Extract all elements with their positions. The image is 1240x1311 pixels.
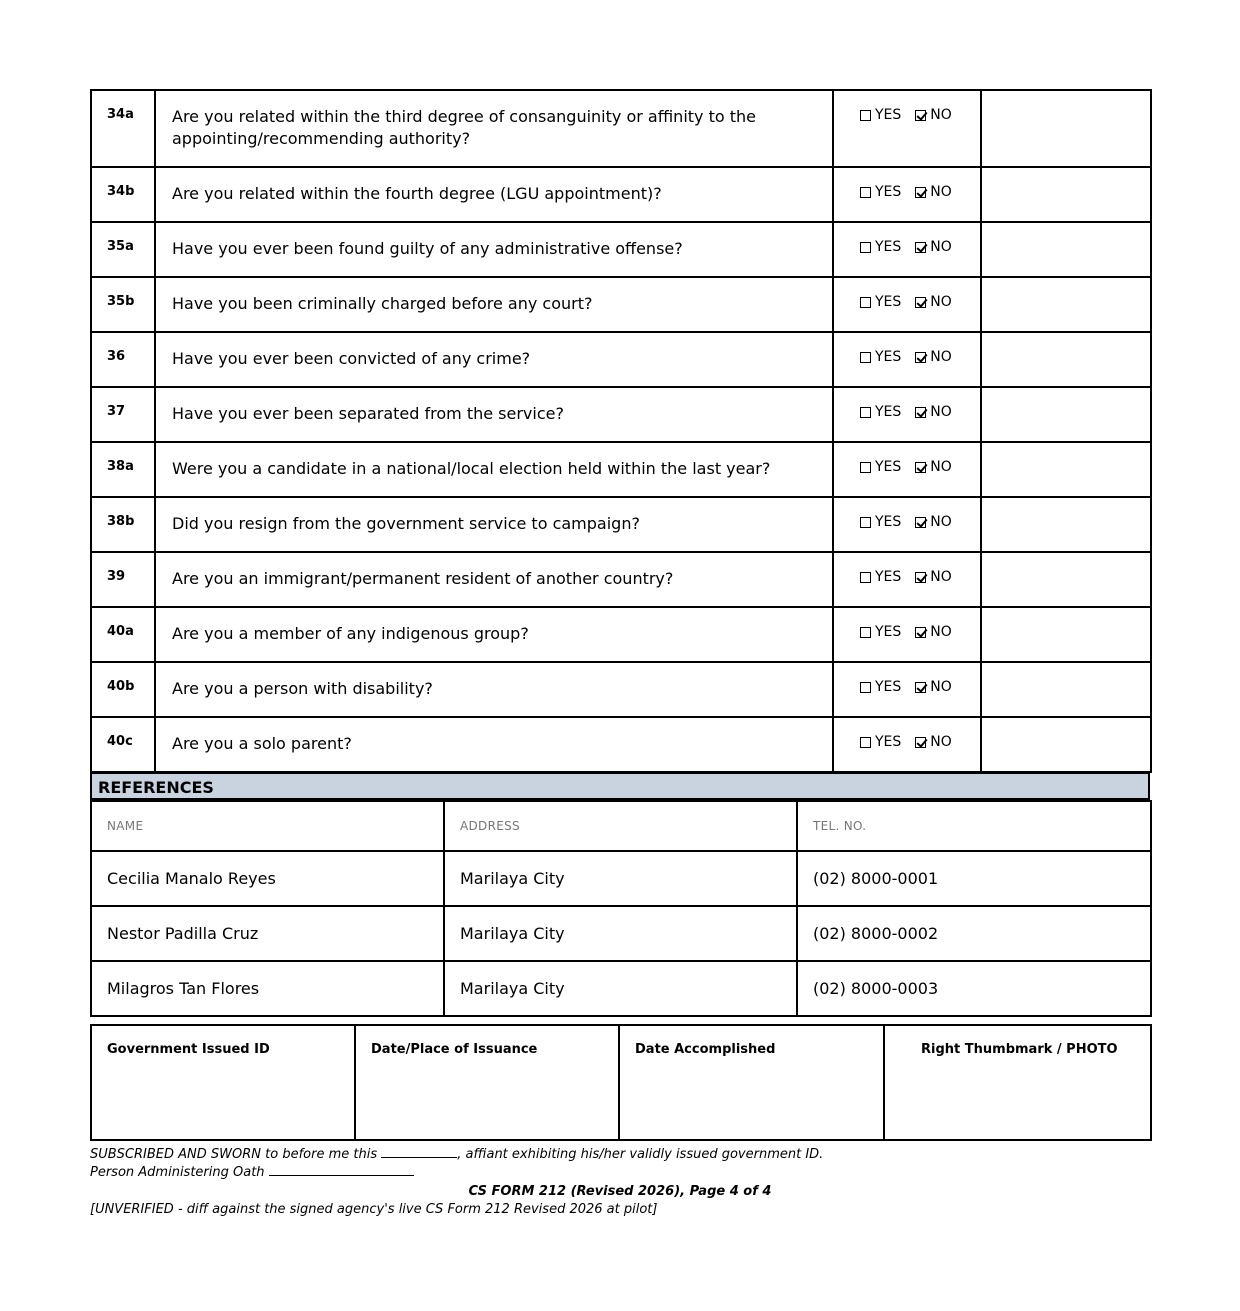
answer-options <box>833 387 981 442</box>
question-text: Were you a candidate in a national/local election held within the last year? <box>155 442 833 497</box>
no-checkbox[interactable] <box>915 187 926 198</box>
yes-option[interactable] <box>860 184 901 200</box>
no-label: NO <box>930 107 952 123</box>
yes-checkbox[interactable] <box>860 627 871 638</box>
question-text: Have you ever been convicted of any crime? <box>155 332 833 387</box>
question-details-field[interactable] <box>981 497 1151 552</box>
question-text: Have you ever been found guilty of any administrative offense? <box>155 222 833 277</box>
reference-address[interactable]: Marilaya City <box>444 851 797 906</box>
yes-checkbox[interactable] <box>860 407 871 418</box>
reference-address[interactable]: Marilaya City <box>444 906 797 961</box>
no-checkbox[interactable] <box>915 297 926 308</box>
question-text: Are you a solo parent? <box>155 717 833 772</box>
no-option[interactable] <box>915 514 952 530</box>
reference-tel[interactable]: (02) 8000-0002 <box>797 906 1151 961</box>
yes-option[interactable] <box>860 107 901 123</box>
name-column-header: NAME <box>91 801 444 851</box>
no-label: NO <box>930 349 952 365</box>
no-checkbox[interactable] <box>915 462 926 473</box>
question-number: 40a <box>91 607 155 662</box>
references-table <box>90 800 1152 1017</box>
yes-label: YES <box>875 624 902 640</box>
yes-checkbox[interactable] <box>860 572 871 583</box>
yes-label: YES <box>875 349 902 365</box>
question-number: 40c <box>91 717 155 772</box>
no-option[interactable] <box>915 349 952 365</box>
yes-label: YES <box>875 734 902 750</box>
no-option[interactable] <box>915 404 952 420</box>
no-option[interactable] <box>915 679 952 695</box>
answer-options <box>833 90 981 167</box>
id-section-table <box>90 1024 1152 1141</box>
question-row <box>91 717 1151 772</box>
question-row <box>91 607 1151 662</box>
question-row <box>91 552 1151 607</box>
no-option[interactable] <box>915 107 952 123</box>
oath-statement <box>90 1145 1150 1181</box>
question-details-field[interactable] <box>981 717 1151 772</box>
address-column-header: ADDRESS <box>444 801 797 851</box>
no-label: NO <box>930 569 952 585</box>
no-label: NO <box>930 294 952 310</box>
date-place-issuance-field[interactable]: Date/Place of Issuance <box>355 1025 619 1140</box>
reference-name[interactable]: Milagros Tan Flores <box>91 961 444 1016</box>
answer-options <box>833 222 981 277</box>
question-text: Are you related within the third degree of consanguinity or affinity to the appointing/recommending authority? <box>155 90 833 167</box>
answer-options <box>833 442 981 497</box>
answer-options <box>833 662 981 717</box>
question-text: Did you resign from the government service to campaign? <box>155 497 833 552</box>
yes-option[interactable] <box>860 239 901 255</box>
reference-row <box>91 961 1151 1016</box>
question-text: Are you related within the fourth degree (LGU appointment)? <box>155 167 833 222</box>
reference-row <box>91 851 1151 906</box>
answer-options <box>833 717 981 772</box>
question-details-field[interactable] <box>981 552 1151 607</box>
reference-tel[interactable]: (02) 8000-0001 <box>797 851 1151 906</box>
yes-option[interactable] <box>860 679 901 695</box>
yes-checkbox[interactable] <box>860 242 871 253</box>
yes-option[interactable] <box>860 624 901 640</box>
yes-checkbox[interactable] <box>860 187 871 198</box>
question-row <box>91 497 1151 552</box>
yes-checkbox[interactable] <box>860 462 871 473</box>
question-number: 38a <box>91 442 155 497</box>
yes-label: YES <box>875 239 902 255</box>
reference-tel[interactable]: (02) 8000-0003 <box>797 961 1151 1016</box>
reference-address[interactable]: Marilaya City <box>444 961 797 1016</box>
yes-option[interactable] <box>860 734 901 750</box>
question-number: 34a <box>91 90 155 167</box>
no-checkbox[interactable] <box>915 110 926 121</box>
oath-line-2: Person Administering Oath <box>90 1165 265 1180</box>
question-details-field[interactable] <box>981 222 1151 277</box>
question-details-field[interactable] <box>981 332 1151 387</box>
question-number: 34b <box>91 167 155 222</box>
no-label: NO <box>930 624 952 640</box>
yes-checkbox[interactable] <box>860 682 871 693</box>
question-text: Have you ever been separated from the service? <box>155 387 833 442</box>
question-text: Are you a member of any indigenous group? <box>155 607 833 662</box>
yes-checkbox[interactable] <box>860 110 871 121</box>
yes-label: YES <box>875 184 902 200</box>
answer-options <box>833 167 981 222</box>
no-label: NO <box>930 239 952 255</box>
question-row <box>91 662 1151 717</box>
yes-checkbox[interactable] <box>860 517 871 528</box>
no-option[interactable] <box>915 294 952 310</box>
no-option[interactable] <box>915 624 952 640</box>
no-checkbox[interactable] <box>915 737 926 748</box>
no-option[interactable] <box>915 569 952 585</box>
no-label: NO <box>930 459 952 475</box>
question-number: 40b <box>91 662 155 717</box>
question-number: 38b <box>91 497 155 552</box>
question-row <box>91 167 1151 222</box>
no-label: NO <box>930 679 952 695</box>
no-checkbox[interactable] <box>915 242 926 253</box>
yes-label: YES <box>875 459 902 475</box>
question-text: Are you an immigrant/permanent resident of another country? <box>155 552 833 607</box>
question-row <box>91 387 1151 442</box>
yes-option[interactable] <box>860 459 901 475</box>
no-label: NO <box>930 184 952 200</box>
question-details-field[interactable] <box>981 277 1151 332</box>
answer-options <box>833 497 981 552</box>
question-details-field[interactable] <box>981 607 1151 662</box>
unverified-note: [UNVERIFIED - diff against the signed agency's live CS Form 212 Revised 2026 at pilot] <box>90 1202 658 1217</box>
question-number: 35b <box>91 277 155 332</box>
no-option[interactable] <box>915 184 952 200</box>
yes-option[interactable] <box>860 569 901 585</box>
question-number: 37 <box>91 387 155 442</box>
questions-table <box>90 89 1152 773</box>
question-row <box>91 90 1151 167</box>
yes-option[interactable] <box>860 349 901 365</box>
no-checkbox[interactable] <box>915 572 926 583</box>
answer-options <box>833 607 981 662</box>
no-checkbox[interactable] <box>915 352 926 363</box>
oath-date-blank[interactable] <box>381 1145 457 1158</box>
yes-option[interactable] <box>860 404 901 420</box>
no-checkbox[interactable] <box>915 682 926 693</box>
yes-label: YES <box>875 569 902 585</box>
oath-administrator-blank[interactable] <box>269 1163 414 1176</box>
question-row <box>91 222 1151 277</box>
question-row <box>91 277 1151 332</box>
yes-label: YES <box>875 294 902 310</box>
question-row <box>91 332 1151 387</box>
tel-column-header: TEL. NO. <box>797 801 1151 851</box>
thumbmark-photo-box[interactable]: Right Thumbmark / PHOTO <box>884 1025 1151 1140</box>
form-footer-title: CS FORM 212 (Revised 2026), Page 4 of 4 <box>468 1184 772 1199</box>
answer-options <box>833 332 981 387</box>
yes-checkbox[interactable] <box>860 352 871 363</box>
yes-option[interactable] <box>860 514 901 530</box>
reference-name[interactable]: Cecilia Manalo Reyes <box>91 851 444 906</box>
question-details-field[interactable] <box>981 90 1151 167</box>
question-details-field[interactable] <box>981 442 1151 497</box>
yes-option[interactable] <box>860 294 901 310</box>
no-label: NO <box>930 514 952 530</box>
oath-line-1-end: , affiant exhibiting his/her validly issued government ID. <box>457 1147 824 1162</box>
oath-line-1-start: SUBSCRIBED AND SWORN to before me this <box>90 1147 378 1162</box>
no-option[interactable] <box>915 239 952 255</box>
question-details-field[interactable] <box>981 662 1151 717</box>
question-row <box>91 442 1151 497</box>
yes-label: YES <box>875 679 902 695</box>
question-number: 36 <box>91 332 155 387</box>
yes-label: YES <box>875 107 902 123</box>
question-text: Are you a person with disability? <box>155 662 833 717</box>
yes-checkbox[interactable] <box>860 297 871 308</box>
yes-checkbox[interactable] <box>860 737 871 748</box>
question-number: 35a <box>91 222 155 277</box>
government-id-field[interactable]: Government Issued ID <box>91 1025 355 1140</box>
yes-label: YES <box>875 514 902 530</box>
question-number: 39 <box>91 552 155 607</box>
no-option[interactable] <box>915 734 952 750</box>
question-text: Have you been criminally charged before any court? <box>155 277 833 332</box>
no-checkbox[interactable] <box>915 627 926 638</box>
pds-page-4 <box>90 89 1150 1217</box>
references-header-row <box>91 801 1151 851</box>
no-label: NO <box>930 734 952 750</box>
date-accomplished-field[interactable]: Date Accomplished <box>619 1025 884 1140</box>
references-header: REFERENCES <box>90 771 1150 801</box>
question-details-field[interactable] <box>981 387 1151 442</box>
no-option[interactable] <box>915 459 952 475</box>
question-details-field[interactable] <box>981 167 1151 222</box>
no-label: NO <box>930 404 952 420</box>
answer-options <box>833 552 981 607</box>
reference-row <box>91 906 1151 961</box>
yes-label: YES <box>875 404 902 420</box>
no-checkbox[interactable] <box>915 407 926 418</box>
reference-name[interactable]: Nestor Padilla Cruz <box>91 906 444 961</box>
no-checkbox[interactable] <box>915 517 926 528</box>
answer-options <box>833 277 981 332</box>
